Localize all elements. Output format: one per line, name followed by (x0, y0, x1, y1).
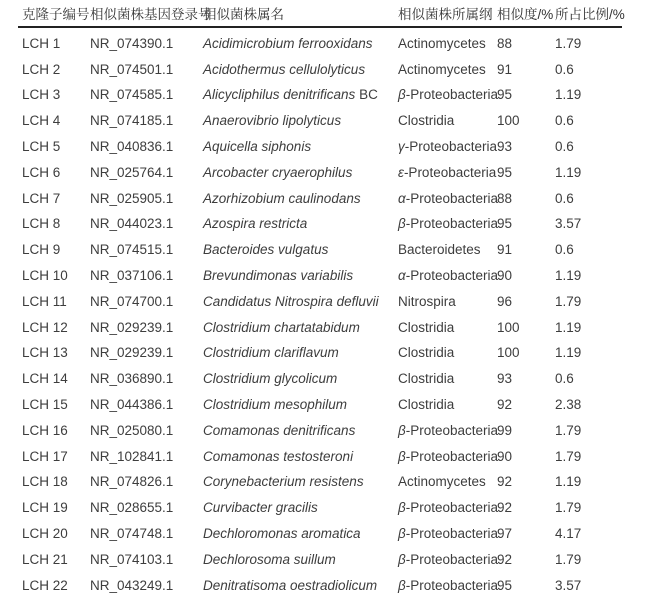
similarity-cell: 91 (497, 242, 513, 258)
class-greek-letter: ε (398, 164, 404, 180)
header-proportion: 所占比例/% (555, 7, 625, 22)
table-row (0, 56, 645, 82)
genus-cell (203, 500, 398, 515)
table-row (0, 340, 645, 366)
similarity-cell: 95 (497, 164, 513, 180)
class-greek-letter: α (398, 268, 406, 284)
table-row (0, 521, 645, 547)
accession-cell: NR_043249.1 (90, 577, 174, 593)
similarity-cell: 99 (497, 422, 513, 438)
class-name-text: Clostridia (398, 113, 455, 129)
clone-id-cell: LCH 2 (22, 61, 61, 77)
clone-id-cell: LCH 17 (22, 448, 68, 464)
clone-id-cell: LCH 1 (22, 35, 61, 51)
clone-id-cell: LCH 4 (22, 113, 61, 129)
genus-italic-text: Alicycliphilus denitrificans (203, 87, 356, 103)
clone-id-cell: LCH 3 (22, 87, 61, 103)
proportion-cell: 1.19 (555, 87, 582, 103)
header-accession: 相似菌株基因登录号 (90, 7, 212, 22)
genus-cell (203, 474, 398, 489)
class-greek-letter: β (398, 422, 406, 438)
class-cell (398, 87, 497, 102)
similarity-cell: 93 (497, 139, 513, 155)
class-name-text: Clostridia (398, 319, 455, 335)
class-greek-letter: γ (398, 139, 405, 155)
similarity-cell: 90 (497, 448, 513, 464)
proportion-cell: 0.6 (555, 61, 574, 77)
genus-italic-text: Denitratisoma oestradiolicum (203, 577, 378, 593)
table-row (0, 366, 645, 392)
genus-cell (203, 36, 398, 51)
accession-cell: NR_028655.1 (90, 500, 174, 516)
genus-cell (203, 397, 398, 412)
proportion-cell: 1.19 (555, 474, 582, 490)
genus-italic-text: Curvibacter gracilis (203, 500, 318, 516)
class-cell (398, 139, 497, 154)
genus-cell (203, 294, 398, 309)
class-cell (398, 36, 497, 51)
class-name-text: -Proteobacteria (405, 190, 499, 206)
accession-cell: NR_074585.1 (90, 87, 174, 103)
table-row (0, 108, 645, 134)
clone-id-cell: LCH 16 (22, 422, 68, 438)
clone-id-cell: LCH 18 (22, 474, 68, 490)
class-cell (398, 526, 497, 541)
accession-cell: NR_074390.1 (90, 35, 174, 51)
genus-italic-text: Aquicella siphonis (203, 139, 312, 155)
table-row (0, 546, 645, 572)
class-greek-letter: β (398, 526, 406, 542)
genus-italic-text: Comamonas denitrificans (203, 422, 356, 438)
accession-cell: NR_025080.1 (90, 422, 174, 438)
similarity-cell: 88 (497, 190, 513, 206)
similarity-cell: 92 (497, 551, 513, 567)
table-row (0, 134, 645, 160)
proportion-cell: 0.6 (555, 139, 574, 155)
table-header-row (0, 0, 645, 26)
proportion-cell: 1.19 (555, 268, 582, 284)
class-name-text: Nitrospira (398, 293, 456, 309)
accession-cell: NR_025905.1 (90, 190, 174, 206)
genus-cell (203, 371, 398, 386)
class-cell (398, 268, 497, 283)
genus-italic-text: Arcobacter cryaerophilus (203, 164, 353, 180)
class-name-text: Clostridia (398, 397, 455, 413)
genus-cell (203, 113, 398, 128)
genus-cell (203, 526, 398, 541)
table-row (0, 417, 645, 443)
accession-cell: NR_029239.1 (90, 345, 174, 361)
accession-cell: NR_074185.1 (90, 113, 174, 129)
class-cell (398, 62, 497, 77)
clone-id-cell: LCH 11 (22, 293, 67, 309)
table-row (0, 572, 645, 598)
proportion-cell: 2.38 (555, 397, 582, 413)
proportion-cell: 1.79 (555, 551, 582, 567)
proportion-cell: 1.19 (555, 164, 582, 180)
table-row (0, 211, 645, 237)
proportion-cell: 0.6 (555, 190, 574, 206)
proportion-cell: 3.57 (555, 577, 582, 593)
genus-cell (203, 165, 398, 180)
class-name-text: Actinomycetes (398, 35, 486, 51)
table-row (0, 288, 645, 314)
class-cell (398, 423, 497, 438)
genus-italic-text: Clostridium chartatabidum (203, 319, 360, 335)
genus-cell (203, 191, 398, 206)
class-greek-letter: β (398, 577, 406, 593)
clone-id-cell: LCH 8 (22, 216, 61, 232)
genus-italic-text: Azorhizobium caulinodans (203, 190, 361, 206)
table-row (0, 443, 645, 469)
genus-cell (203, 423, 398, 438)
class-name-text: Clostridia (398, 371, 455, 387)
class-cell (398, 371, 497, 386)
genus-italic-text: Clostridium mesophilum (203, 397, 348, 413)
genus-cell (203, 242, 398, 257)
class-cell (398, 294, 497, 309)
accession-cell: NR_036890.1 (90, 371, 174, 387)
class-cell (398, 397, 497, 412)
accession-cell: NR_037106.1 (90, 268, 174, 284)
clone-id-cell: LCH 20 (22, 526, 68, 542)
genus-italic-text: Candidatus Nitrospira defluvii (203, 293, 379, 309)
accession-cell: NR_029239.1 (90, 319, 174, 335)
proportion-cell: 1.19 (555, 319, 582, 335)
class-cell (398, 500, 497, 515)
proportion-cell: 0.6 (555, 242, 574, 258)
clone-id-cell: LCH 14 (22, 371, 68, 387)
genus-cell (203, 320, 398, 335)
genus-cell (203, 87, 398, 102)
table-row (0, 237, 645, 263)
class-name-text: -Proteobacteria (404, 139, 498, 155)
header-similarity: 相似度/% (497, 7, 554, 22)
table-row (0, 263, 645, 289)
proportion-cell: 1.79 (555, 35, 582, 51)
class-cell (398, 345, 497, 360)
similarity-cell: 100 (497, 113, 520, 129)
class-greek-letter: β (398, 216, 406, 232)
genus-italic-text: Azospira restricta (203, 216, 308, 232)
class-greek-letter: β (398, 448, 406, 464)
similarity-cell: 92 (497, 500, 513, 516)
clone-id-cell: LCH 5 (22, 139, 61, 155)
accession-cell: NR_074748.1 (90, 526, 174, 542)
table-row (0, 185, 645, 211)
class-cell (398, 165, 497, 180)
class-name-text: -Proteobacteria (405, 551, 499, 567)
class-cell (398, 216, 497, 231)
genus-italic-text: Clostridium glycolicum (203, 371, 338, 387)
accession-cell: NR_102841.1 (90, 448, 174, 464)
clone-id-cell: LCH 10 (22, 268, 68, 284)
similarity-cell: 95 (497, 216, 513, 232)
class-name-text: -Proteobacteria (405, 577, 499, 593)
proportion-cell: 1.79 (555, 422, 582, 438)
similarity-cell: 95 (497, 87, 513, 103)
genus-cell (203, 449, 398, 464)
table-row (0, 159, 645, 185)
class-greek-letter: β (398, 500, 406, 516)
accession-cell: NR_074700.1 (90, 293, 174, 309)
table-row (0, 495, 645, 521)
table-row (0, 314, 645, 340)
class-name-text: Actinomycetes (398, 61, 486, 77)
header-clone-id: 克隆子编号 (22, 7, 90, 22)
clone-id-cell: LCH 12 (22, 319, 68, 335)
class-name-text: Clostridia (398, 345, 455, 361)
genus-cell (203, 139, 398, 154)
class-cell (398, 552, 497, 567)
class-name-text: -Proteobacteria (405, 500, 499, 516)
genus-cell (203, 345, 398, 360)
accession-cell: NR_044386.1 (90, 397, 174, 413)
proportion-cell: 1.79 (555, 448, 582, 464)
clone-id-cell: LCH 22 (22, 577, 68, 593)
class-cell (398, 242, 497, 257)
genus-italic-text: Bacteroides vulgatus (203, 242, 329, 258)
proportion-cell: 1.79 (555, 293, 582, 309)
clone-id-cell: LCH 6 (22, 164, 61, 180)
accession-cell: NR_074515.1 (90, 242, 174, 258)
class-name-text: -Proteobacteria (403, 164, 497, 180)
accession-cell: NR_025764.1 (90, 164, 174, 180)
genus-italic-text: Dechloromonas aromatica (203, 526, 361, 542)
genus-strain-suffix: BC (355, 87, 378, 103)
proportion-cell: 3.57 (555, 216, 582, 232)
class-name-text: -Proteobacteria (405, 448, 499, 464)
genus-italic-text: Brevundimonas variabilis (203, 268, 354, 284)
similarity-cell: 93 (497, 371, 513, 387)
class-cell (398, 474, 497, 489)
class-name-text: -Proteobacteria (405, 216, 499, 232)
genus-cell (203, 578, 398, 593)
genus-cell (203, 62, 398, 77)
genus-italic-text: Acidothermus cellulolyticus (203, 61, 366, 77)
class-greek-letter: α (398, 190, 406, 206)
similarity-cell: 90 (497, 268, 513, 284)
clone-id-cell: LCH 7 (22, 190, 61, 206)
proportion-cell: 4.17 (555, 526, 582, 542)
genus-italic-text: Dechlorosoma suillum (203, 551, 336, 567)
genus-cell (203, 216, 398, 231)
table-body (0, 28, 645, 599)
genus-italic-text: Acidimicrobium ferrooxidans (203, 35, 373, 51)
accession-cell: NR_074501.1 (90, 61, 174, 77)
clone-id-cell: LCH 21 (22, 551, 68, 567)
class-name-text: Bacteroidetes (398, 242, 481, 258)
similarity-cell: 97 (497, 526, 513, 542)
similarity-cell: 92 (497, 474, 513, 490)
accession-cell: NR_074826.1 (90, 474, 174, 490)
table-row (0, 392, 645, 418)
similarity-cell: 96 (497, 293, 513, 309)
class-cell (398, 191, 497, 206)
similarity-cell: 100 (497, 319, 520, 335)
similarity-cell: 92 (497, 397, 513, 413)
genus-italic-text: Clostridium clariflavum (203, 345, 339, 361)
proportion-cell: 0.6 (555, 113, 574, 129)
genus-italic-text: Corynebacterium resistens (203, 474, 364, 490)
table-row (0, 31, 645, 57)
clone-id-cell: LCH 13 (22, 345, 68, 361)
clone-id-cell: LCH 15 (22, 397, 68, 413)
similarity-cell: 88 (497, 35, 513, 51)
genus-cell (203, 268, 398, 283)
genus-italic-text: Anaerovibrio lipolyticus (203, 113, 342, 129)
proportion-cell: 1.79 (555, 500, 582, 516)
class-greek-letter: β (398, 87, 406, 103)
class-cell (398, 320, 497, 335)
similarity-cell: 95 (497, 577, 513, 593)
class-name-text: -Proteobacteria (405, 526, 499, 542)
similarity-cell: 91 (497, 61, 513, 77)
class-cell (398, 113, 497, 128)
class-name-text: -Proteobacteria (405, 268, 499, 284)
proportion-cell: 1.19 (555, 345, 582, 361)
accession-cell: NR_074103.1 (90, 551, 174, 567)
class-name-text: -Proteobacteria (405, 422, 499, 438)
class-cell (398, 449, 497, 464)
class-name-text: Actinomycetes (398, 474, 486, 490)
table-row (0, 469, 645, 495)
clone-id-cell: LCH 19 (22, 500, 68, 516)
header-genus: 相似菌株属名 (203, 7, 284, 22)
accession-cell: NR_044023.1 (90, 216, 174, 232)
clone-id-cell: LCH 9 (22, 242, 61, 258)
genus-italic-text: Comamonas testosteroni (203, 448, 354, 464)
similarity-cell: 100 (497, 345, 520, 361)
genus-cell (203, 552, 398, 567)
proportion-cell: 0.6 (555, 371, 574, 387)
class-greek-letter: β (398, 551, 406, 567)
accession-cell: NR_040836.1 (90, 139, 174, 155)
class-cell (398, 578, 497, 593)
header-class: 相似菌株所属纲 (398, 7, 493, 22)
class-name-text: -Proteobacteria (405, 87, 499, 103)
table-row (0, 82, 645, 108)
